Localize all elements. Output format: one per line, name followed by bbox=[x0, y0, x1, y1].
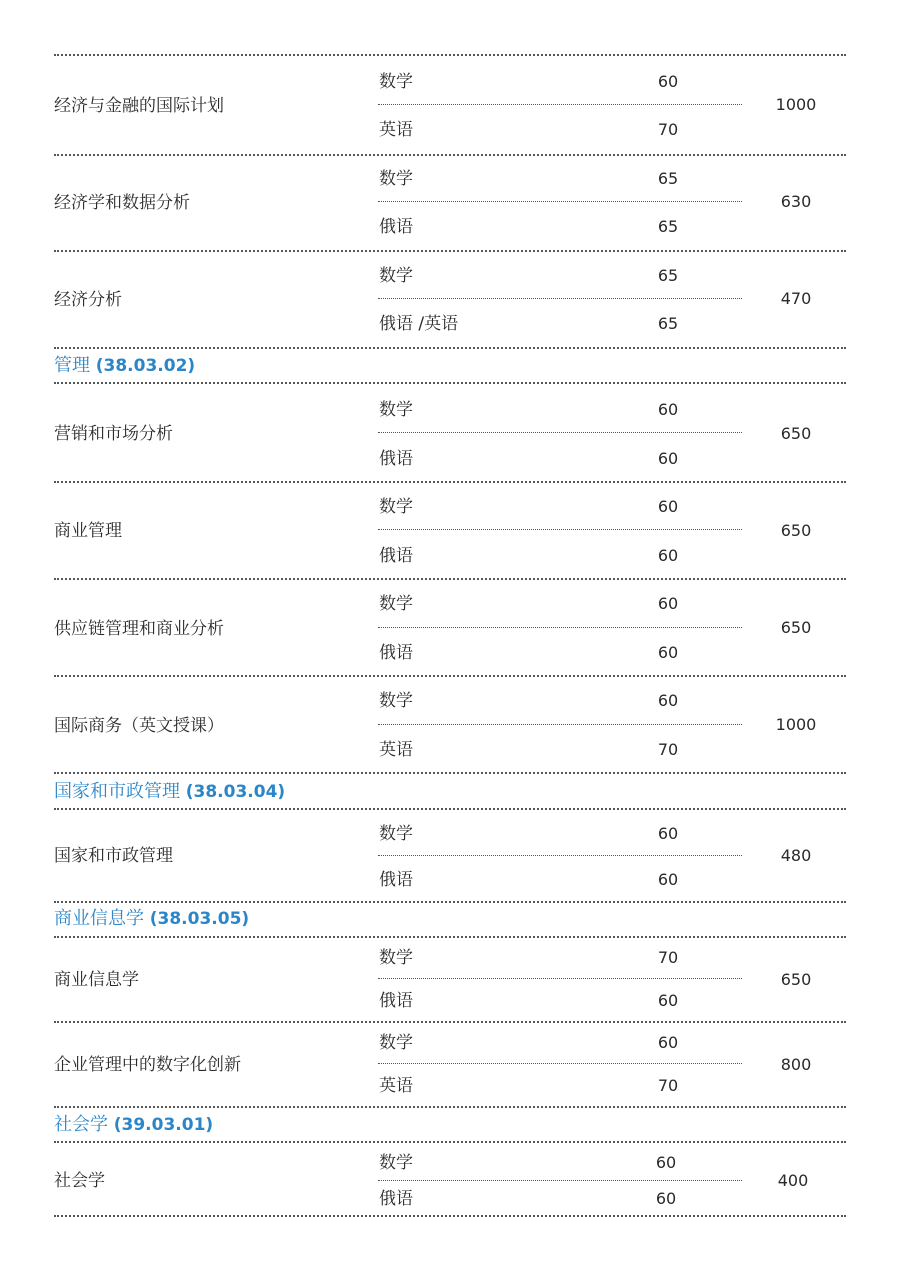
section-heading bbox=[54, 355, 195, 377]
subject-min-score: 60 bbox=[657, 991, 679, 1010]
subject-name: 俄语 bbox=[379, 217, 413, 237]
subject-divider bbox=[378, 298, 742, 299]
quota-total: 650 bbox=[780, 424, 812, 443]
subject-min-score: 60 bbox=[655, 1189, 677, 1208]
subject-name: 英语 bbox=[379, 740, 413, 760]
program-name: 供应链管理和商业分析 bbox=[54, 619, 224, 639]
subject-min-score: 60 bbox=[657, 72, 679, 91]
subject-name: 数学 bbox=[379, 169, 413, 189]
section-heading bbox=[54, 1114, 213, 1136]
subject-min-score: 70 bbox=[657, 948, 679, 967]
quota-total: 800 bbox=[780, 1055, 812, 1074]
row-separator bbox=[54, 481, 846, 483]
subject-min-score: 60 bbox=[657, 400, 679, 419]
program-name: 企业管理中的数字化创新 bbox=[54, 1055, 241, 1075]
subject-min-score: 70 bbox=[657, 1076, 679, 1095]
row-separator bbox=[54, 1141, 846, 1143]
row-separator bbox=[54, 578, 846, 580]
row-separator bbox=[54, 382, 846, 384]
subject-min-score: 65 bbox=[657, 314, 679, 333]
program-name: 商业管理 bbox=[54, 521, 122, 541]
subject-min-score: 60 bbox=[657, 643, 679, 662]
subject-name: 英语 bbox=[379, 1076, 413, 1096]
program-name: 商业信息学 bbox=[54, 970, 139, 990]
program-name: 经济与金融的国际计划 bbox=[54, 96, 224, 116]
section-heading bbox=[54, 908, 249, 930]
section-code: (38.03.05) bbox=[149, 909, 250, 929]
subject-name: 俄语 bbox=[379, 991, 413, 1011]
subject-divider bbox=[378, 104, 742, 105]
section-heading bbox=[54, 781, 285, 803]
subject-name: 数学 bbox=[379, 691, 413, 711]
row-separator bbox=[54, 1021, 846, 1023]
section-title: 社会学 bbox=[54, 1114, 108, 1135]
row-separator bbox=[54, 1106, 846, 1108]
subject-min-score: 65 bbox=[657, 169, 679, 188]
subject-name: 数学 bbox=[379, 948, 413, 968]
program-name: 经济分析 bbox=[54, 290, 122, 310]
subject-min-score: 60 bbox=[657, 449, 679, 468]
program-name: 经济学和数据分析 bbox=[54, 193, 190, 213]
subject-divider bbox=[378, 855, 742, 856]
subject-min-score: 60 bbox=[657, 1033, 679, 1052]
row-separator bbox=[54, 54, 846, 56]
quota-total: 630 bbox=[780, 192, 812, 211]
row-separator bbox=[54, 675, 846, 677]
row-separator bbox=[54, 772, 846, 774]
quota-total: 650 bbox=[780, 970, 812, 989]
subject-name: 英语 bbox=[379, 120, 413, 140]
subject-min-score: 60 bbox=[657, 824, 679, 843]
subject-name: 俄语 bbox=[379, 643, 413, 663]
subject-min-score: 60 bbox=[657, 691, 679, 710]
section-title: 国家和市政管理 bbox=[54, 781, 180, 802]
subject-divider bbox=[378, 978, 742, 979]
subject-name: 数学 bbox=[379, 400, 413, 420]
row-separator bbox=[54, 1215, 846, 1217]
quota-total: 1000 bbox=[775, 95, 817, 114]
subject-name: 数学 bbox=[379, 1153, 413, 1173]
section-title: 管理 bbox=[54, 355, 90, 376]
subject-divider bbox=[378, 529, 742, 530]
subject-divider bbox=[378, 201, 742, 202]
row-separator bbox=[54, 901, 846, 903]
subject-min-score: 65 bbox=[657, 217, 679, 236]
program-name: 国际商务（英文授课） bbox=[54, 716, 224, 736]
quota-total: 650 bbox=[780, 618, 812, 637]
subject-name: 俄语 bbox=[379, 870, 413, 890]
subject-name: 数学 bbox=[379, 594, 413, 614]
subject-name: 数学 bbox=[379, 266, 413, 286]
quota-total: 470 bbox=[780, 289, 812, 308]
quota-total: 650 bbox=[780, 521, 812, 540]
subject-divider bbox=[378, 1180, 742, 1181]
section-title: 商业信息学 bbox=[54, 908, 144, 929]
program-name: 社会学 bbox=[54, 1171, 105, 1191]
subject-divider bbox=[378, 724, 742, 725]
section-code: (38.03.04) bbox=[185, 782, 286, 802]
subject-name: 数学 bbox=[379, 497, 413, 517]
row-separator bbox=[54, 347, 846, 349]
subject-min-score: 60 bbox=[657, 870, 679, 889]
quota-total: 400 bbox=[777, 1171, 809, 1190]
row-separator bbox=[54, 250, 846, 252]
subject-name: 俄语 bbox=[379, 546, 413, 566]
subject-name: 俄语 /英语 bbox=[379, 314, 459, 334]
row-separator bbox=[54, 154, 846, 156]
subject-name: 俄语 bbox=[379, 1189, 413, 1209]
subject-min-score: 60 bbox=[657, 594, 679, 613]
row-separator bbox=[54, 936, 846, 938]
subject-divider bbox=[378, 432, 742, 433]
subject-min-score: 60 bbox=[657, 497, 679, 516]
subject-name: 数学 bbox=[379, 1033, 413, 1053]
quota-total: 1000 bbox=[775, 715, 817, 734]
subject-min-score: 70 bbox=[657, 740, 679, 759]
subject-divider bbox=[378, 627, 742, 628]
subject-min-score: 70 bbox=[657, 120, 679, 139]
quota-total: 480 bbox=[780, 846, 812, 865]
subject-name: 数学 bbox=[379, 824, 413, 844]
program-name: 国家和市政管理 bbox=[54, 846, 173, 866]
row-separator bbox=[54, 808, 846, 810]
section-code: (38.03.02) bbox=[95, 356, 196, 376]
subject-min-score: 60 bbox=[655, 1153, 677, 1172]
subject-name: 数学 bbox=[379, 72, 413, 92]
subject-min-score: 60 bbox=[657, 546, 679, 565]
subject-name: 俄语 bbox=[379, 449, 413, 469]
section-code: (39.03.01) bbox=[113, 1115, 214, 1135]
program-name: 营销和市场分析 bbox=[54, 424, 173, 444]
subject-divider bbox=[378, 1063, 742, 1064]
subject-min-score: 65 bbox=[657, 266, 679, 285]
